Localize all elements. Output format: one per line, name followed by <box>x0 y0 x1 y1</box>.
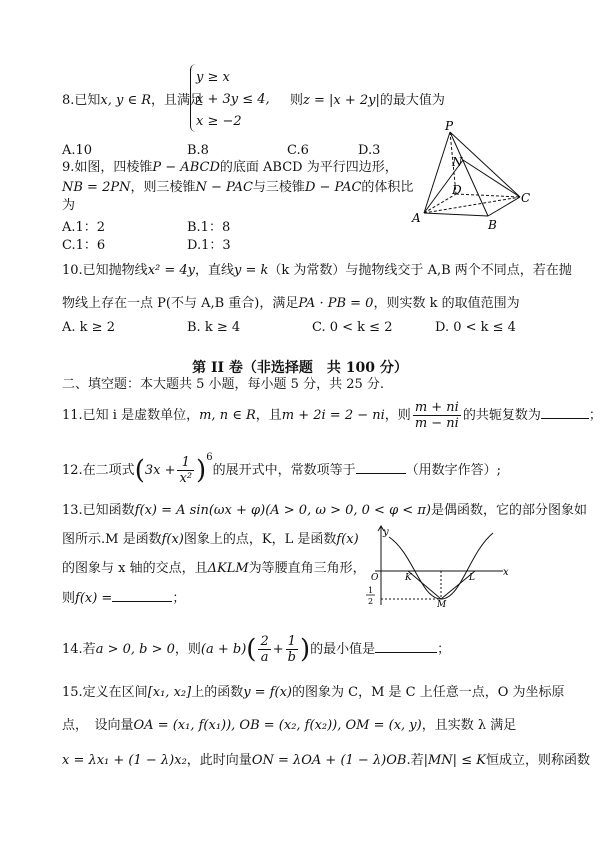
q13-line3: 的图象与 x 轴的交点，且ΔKLM为等腰直角三角形， <box>62 561 366 576</box>
q10-option-a: A. k ≥ 2 <box>62 320 115 335</box>
q13-line1: 13.已知函数f(x) = A sin(ωx + φ)(A > 0, ω > 0, 0 < φ < π)是偶函数，它的部分图象如 <box>62 503 587 518</box>
q10-option-d: D. 0 < k ≤ 4 <box>435 320 516 335</box>
label-half-num: 1 <box>368 586 374 595</box>
label-p: P <box>445 119 454 133</box>
q13-graph <box>365 525 513 610</box>
q9-option-c: C.1：6 <box>62 238 106 253</box>
q8-stem: 8.已知x, y ∈ R，且满足 <box>62 93 204 108</box>
edge-ab <box>424 213 488 216</box>
segment-km <box>408 571 441 599</box>
q9-line1: 9.如图，四棱锥P − ABCD的底面 ABCD 为平行四边形， <box>62 160 398 175</box>
label-x: x <box>503 567 509 578</box>
q11: 11.已知 i 是虚数单位，m, n ∈ R，且m + 2i = 2 − ni，则 $\frac{m + ni}{m - ni}$ 的共轭复数为 ； <box>62 400 602 431</box>
q10-option-b: B. k ≥ 4 <box>187 320 241 335</box>
q10-option-c: C. 0 < k ≤ 2 <box>312 320 393 335</box>
label-m: M <box>437 600 447 610</box>
label-o: O <box>371 573 379 583</box>
label-b: B <box>488 218 497 232</box>
q8-option-a: A.10 <box>62 143 93 158</box>
q12: 12.在二项式(3x + $\frac{1}{\text{x²}}$ )$^6$的展开式中，常数项等于 （用数字作答）; <box>62 452 501 486</box>
label-half-den: 2 <box>368 597 374 606</box>
q14: 14.若a > 0, b > 0，则(a + b)( $\frac{2}{a}$ + $\frac{1}{b}$ )的最小值是 ； <box>62 634 451 665</box>
q9-option-b: B.1：8 <box>187 220 231 235</box>
q15-line1: 15.定义在区间[x₁, x₂]上的函数y = f(x)的图象为 C，M 是 C 上任意一点，O 为坐标原 <box>62 685 565 700</box>
section-title: 第 II 卷（非选择题 共 100 分） <box>192 360 408 376</box>
q8-system: y ≥ x x + 3y ≤ 4, x ≥ −2 <box>196 70 270 129</box>
edge-pb <box>450 132 488 216</box>
label-k: K <box>405 573 412 583</box>
q8-option-c: C.6 <box>287 143 309 158</box>
q13-line4: 则f(x) = ； <box>62 591 186 606</box>
label-l: L <box>469 573 475 583</box>
q10-line2: 物线上存在一点 P(不与 A,B 重合)，满足PA · PB = 0，则实数 k 的取值范围为 <box>62 296 520 311</box>
q10-line1: 10.已知抛物线x² = 4y，直线y = k（k 为常数）与抛物线交于 A,B 两个不同点，若在抛 <box>62 263 572 278</box>
q8-option-d: D.3 <box>358 143 381 158</box>
curve <box>389 533 493 599</box>
q13-line2: 图所示.M 是函数f(x)图象上的点，K，L 是函数f(x) <box>62 532 359 547</box>
q9-pyramid-figure <box>412 118 537 230</box>
q9-line3: 为 <box>62 198 76 213</box>
q15-line2: 点， 设向量OA = (x₁, f(x₁)), OB = (x₂, f(x₂)), OM = (x, y)，且实数 λ 满足 <box>62 718 517 733</box>
q9-option-d: D.1：3 <box>187 238 231 253</box>
q8-option-b: B.8 <box>187 143 209 158</box>
label-c: C <box>521 191 531 205</box>
q8-tail: 则z = |x + 2y|的最大值为 <box>290 93 445 108</box>
edge-dc <box>456 194 520 197</box>
label-d: D <box>452 183 462 197</box>
section-fill-in: 二、填空题：本大题共 5 小题，每小题 5 分，共 25 分. <box>62 377 385 392</box>
label-y: y <box>383 527 389 538</box>
q9-line2: NB = 2PN，则三棱锥N − PAC与三棱锥D − PAC的体积比 <box>62 180 414 195</box>
q15-line3: x = λx₁ + (1 − λ)x₂，此时向量ON = λOA + (1 − λ)OB.若|MN| ≤ K恒成立，则称函数 <box>62 753 590 768</box>
label-a: A <box>412 211 421 225</box>
q9-option-a: A.1：2 <box>62 220 106 235</box>
edge-pa <box>424 132 450 213</box>
label-n: N <box>452 155 463 169</box>
